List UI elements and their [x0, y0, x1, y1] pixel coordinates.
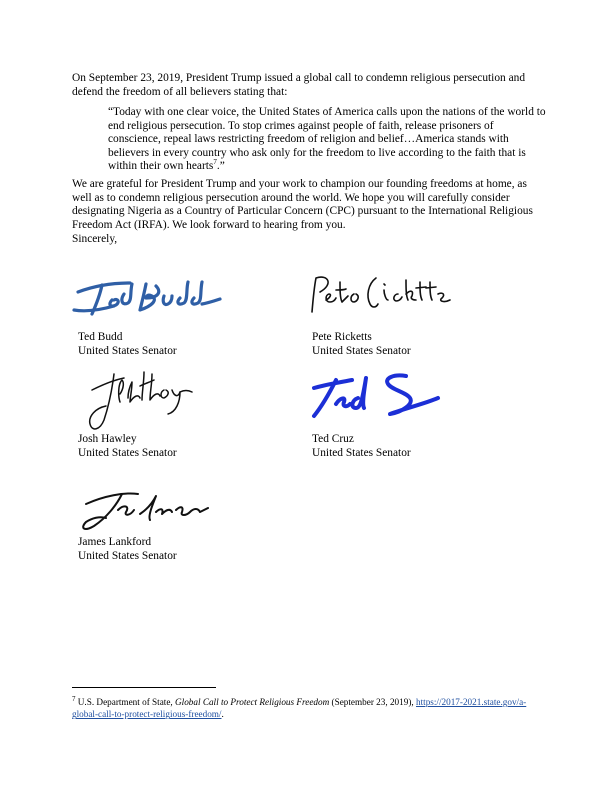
quote-text: “Today with one clear voice, the United States of America calls upon the nations of the world to end religious persecution. To stop crimes against people of faith, release prisoners of conscience, repeal laws restricting freedom of religion and belief…America stands with believers in every country who ask only for the freedom to live according to the faith that is within their own hearts — [108, 106, 546, 173]
signatory-pete-ricketts — [312, 331, 411, 358]
footnote-date: (September 23, 2019), — [329, 697, 416, 707]
footnote-title: Global Call to Protect Religious Freedom — [175, 697, 330, 707]
signatory-james-lankford — [78, 536, 177, 563]
signatory-name: James Lankford — [78, 536, 152, 548]
signatory-name: Josh Hawley — [78, 433, 137, 445]
footnote-mark: 7 — [72, 694, 76, 703]
signatory-title: United States Senator — [78, 446, 177, 459]
signatory-title: United States Senator — [78, 344, 177, 357]
footnote-divider — [72, 687, 216, 688]
signatory-ted-cruz — [312, 433, 411, 460]
josh-hawley-signature — [84, 368, 204, 438]
pete-ricketts-signature — [306, 270, 456, 316]
ted-budd-signature — [72, 270, 232, 320]
signatory-title: United States Senator — [312, 344, 411, 357]
footnote-source: U.S. Department of State, — [75, 697, 176, 707]
closing: Sincerely, — [72, 233, 118, 245]
signatory-name: Ted Cruz — [312, 433, 354, 445]
footnote-reference: 7 — [213, 158, 217, 167]
footnote-end: . — [221, 709, 224, 720]
signatory-ted-budd — [78, 331, 177, 358]
james-lankford-signature — [76, 484, 216, 536]
signatory-title: United States Senator — [78, 549, 177, 562]
intro-paragraph: On September 23, 2019, President Trump issued a global call to condemn religious persecution and defend the freedom of all believers stating that: — [72, 72, 526, 98]
signatory-name: Pete Ricketts — [312, 331, 372, 343]
quote-paragraph — [108, 106, 548, 174]
signatory-name: Ted Budd — [78, 331, 123, 343]
quote-end: .” — [216, 160, 225, 173]
signatory-josh-hawley — [78, 433, 177, 460]
ted-cruz-signature — [306, 368, 446, 428]
footnote — [72, 696, 542, 721]
footnote-link[interactable]: https://2017-2021.state.gov/a-global-call-to-protect-religious-freedom/ — [72, 697, 527, 720]
signatory-title: United States Senator — [312, 446, 411, 459]
body-paragraph: We are grateful for President Trump and your work to champion our founding freedoms at home, as well as to condemn religious persecution around the world. We hope you will carefully consider designating Nigeria as a Country of Particular Concern (CPC) pursuant to the International Religious Freedom Act (IRFA). We look forward to hearing from you. — [72, 178, 533, 231]
